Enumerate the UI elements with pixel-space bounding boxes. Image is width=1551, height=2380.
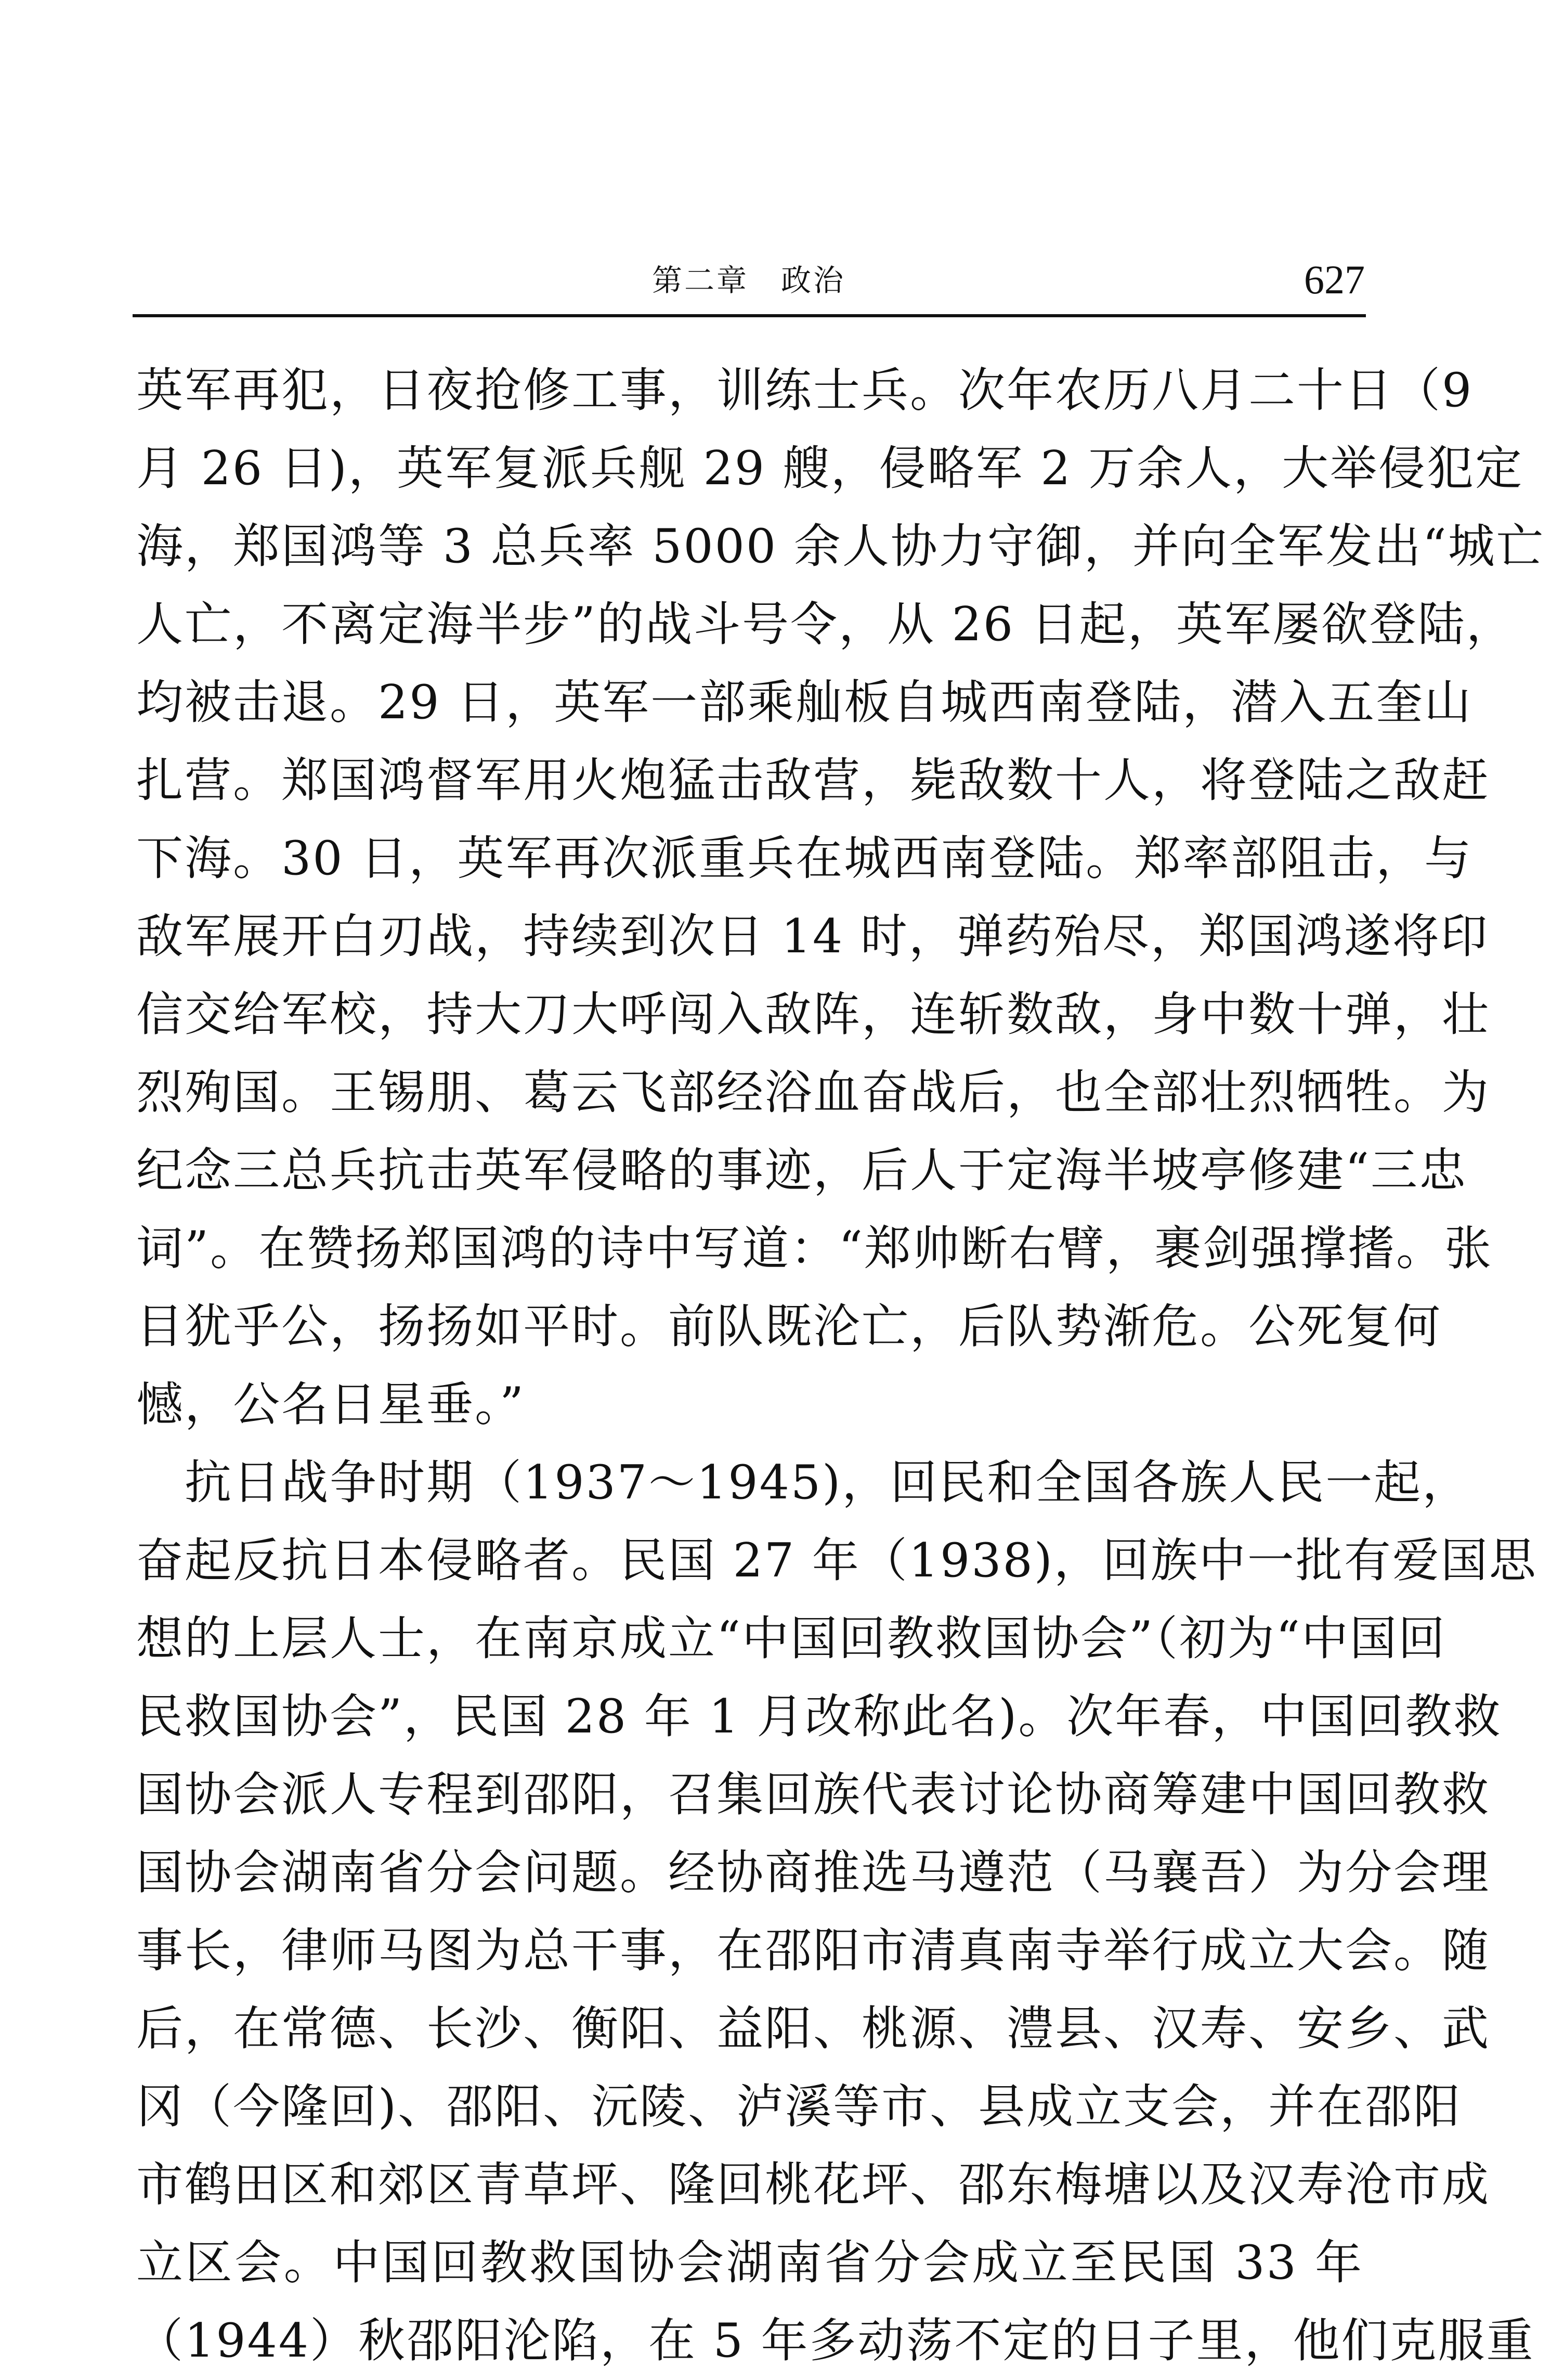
text-line: 立区会。中国回教救国协会湖南省分会成立至民国 33 年 — [136, 2235, 1363, 2290]
text-line: 烈殉国。王锡朋、葛云飞部经浴血奋战后，也全部壮烈牺牲。为 — [136, 1065, 1490, 1120]
text-line: 后，在常德、长沙、衡阳、益阳、桃源、澧县、汉寿、安乡、武 — [136, 2001, 1490, 2056]
running-header — [133, 249, 1365, 301]
chapter-title: 第二章 政治 — [651, 263, 845, 298]
text-line: 扎营。郑国鸿督军用火炮猛击敌营，毙敌数十人，将登陆之敌赶 — [136, 753, 1490, 808]
text-line-paragraph-start: 抗日战争时期（1937～1945)，回民和全国各族人民一起， — [136, 1455, 1471, 1510]
text-line: 均被击退。29 日，英军一部乘舢板自城西南登陆，潜入五奎山 — [136, 675, 1473, 730]
text-line: 敌军展开白刃战，持续到次日 14 时，弹药殆尽，郑国鸿遂将印 — [136, 909, 1489, 964]
text-line: 信交给军校，持大刀大呼闯入敌阵，连斩数敌，身中数十弹，壮 — [136, 987, 1490, 1042]
text-line: 国协会湖南省分会问题。经协商推选马遵范（马襄吾）为分会理 — [136, 1845, 1490, 1900]
body-text — [136, 352, 1545, 2380]
text-line: 目犹乎公，扬扬如平时。前队既沦亡，后队势渐危。公死复何 — [136, 1299, 1442, 1354]
text-line: 词”。在赞扬郑国鸿的诗中写道：“郑帅断右臂，裹剑强撑搘。张 — [136, 1221, 1493, 1276]
text-line: 冈（今隆回)、邵阳、沅陵、泸溪等市、县成立支会，并在邵阳 — [136, 2079, 1462, 2134]
text-line: 想的上层人士，在南京成立“中国回教救国协会”（初为“中国回 — [136, 1611, 1447, 1666]
text-line: 纪念三总兵抗击英军侵略的事迹，后人于定海半坡亭修建“三忠 — [136, 1143, 1468, 1198]
header-rule — [133, 314, 1366, 317]
page-number: 627 — [1304, 257, 1365, 302]
text-line-paragraph-end: 憾，公名日星垂。” — [136, 1377, 526, 1432]
text-line: 国协会派人专程到邵阳，召集回族代表讨论协商筹建中国回教救 — [136, 1767, 1490, 1822]
text-line: 奋起反抗日本侵略者。民国 27 年（1938)，回族中一批有爱国思 — [136, 1533, 1537, 1588]
text-line: 月 26 日)，英军复派兵舰 29 艘，侵略军 2 万余人，大举侵犯定 — [136, 441, 1524, 496]
text-line: 民救国协会”，民国 28 年 1 月改称此名)。次年春，中国回教救 — [136, 1689, 1502, 1744]
text-line: 海，郑国鸿等 3 总兵率 5000 余人协力守御，并向全军发出“城亡 — [136, 519, 1545, 574]
text-line: 下海。30 日，英军再次派重兵在城西南登陆。郑率部阻击，与 — [136, 831, 1473, 886]
text-line: 事长，律师马图为总干事，在邵阳市清真南寺举行成立大会。随 — [136, 1923, 1490, 1978]
text-line: 英军再犯，日夜抢修工事，训练士兵。次年农历八月二十日（9 — [136, 363, 1474, 418]
text-line: 人亡，不离定海半步”的战斗号令，从 26 日起，英军屡欲登陆， — [136, 597, 1515, 652]
text-line: （1944）秋邵阳沦陷，在 5 年多动荡不定的日子里，他们克服重 — [136, 2313, 1535, 2368]
text-line: 市鹤田区和郊区青草坪、隆回桃花坪、邵东梅塘以及汉寿沧市成 — [136, 2157, 1490, 2212]
